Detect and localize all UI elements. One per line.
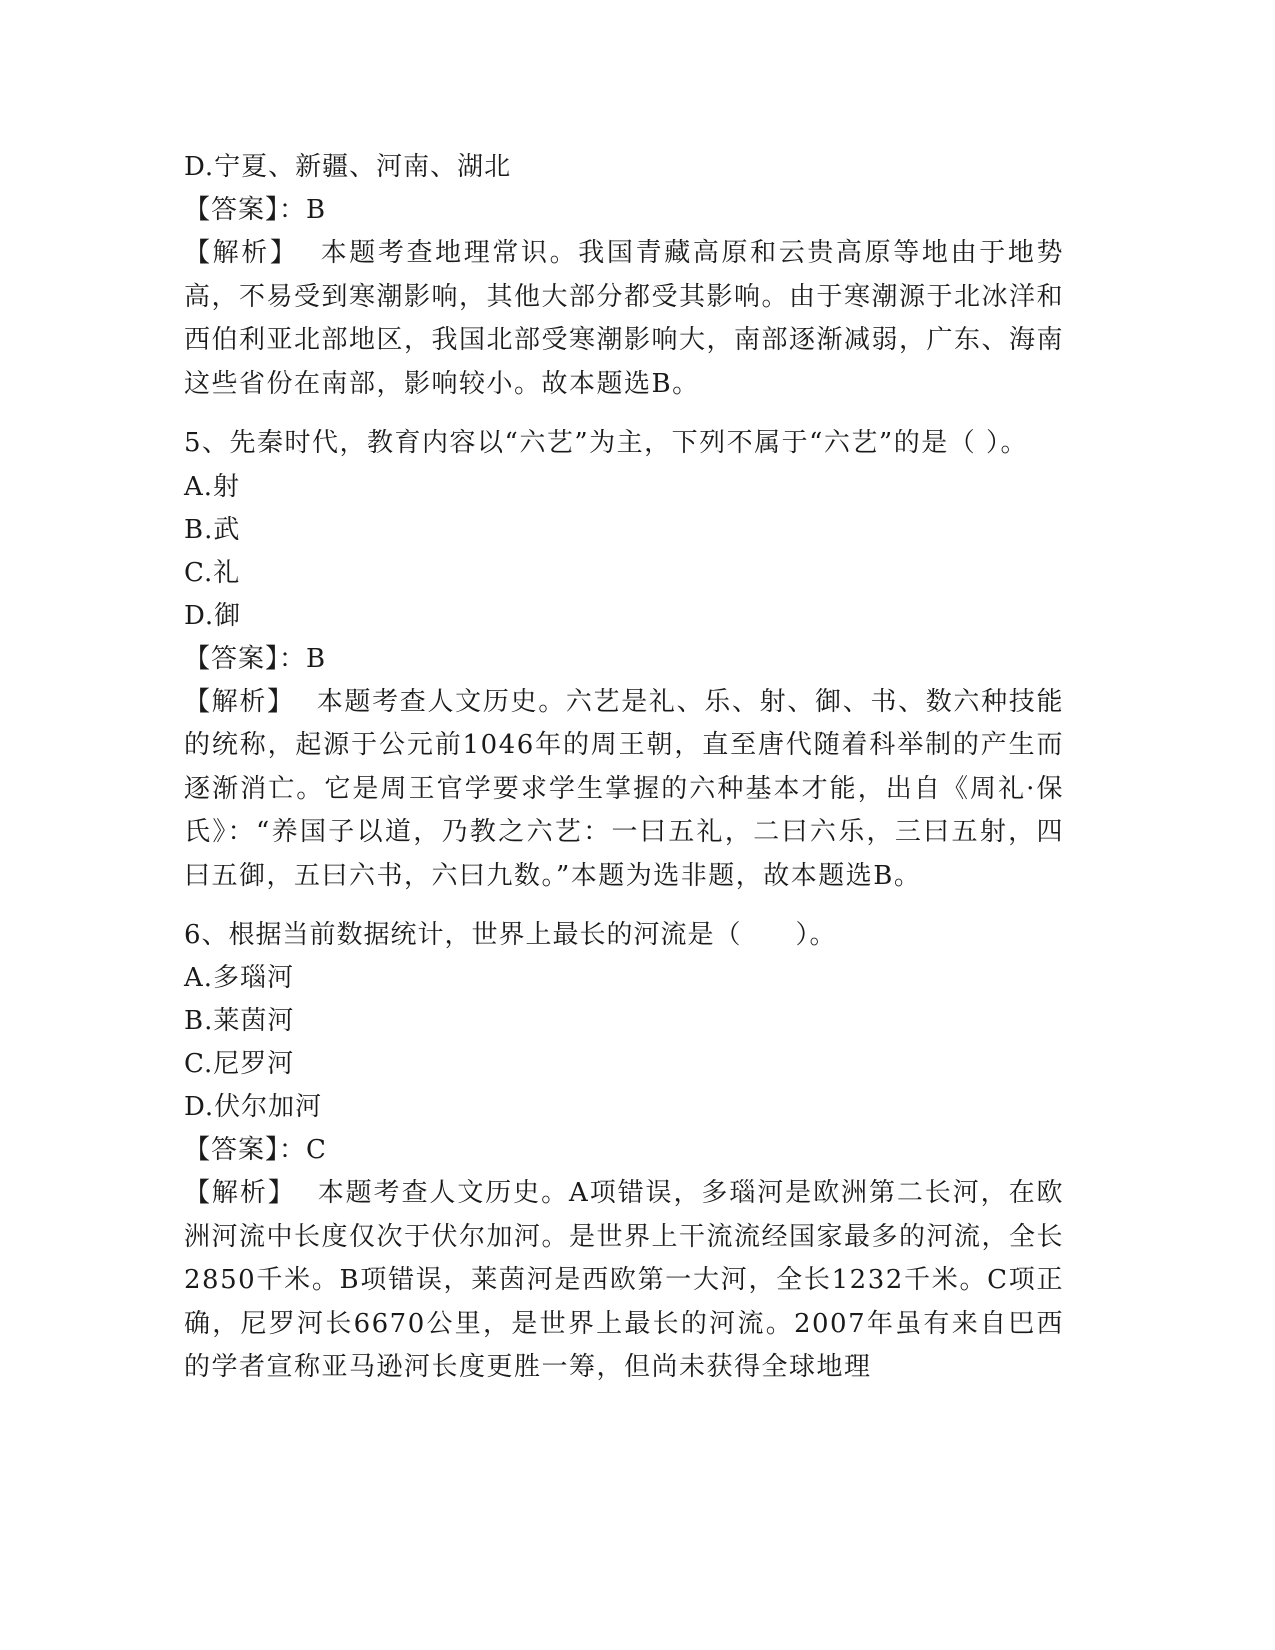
q6-option-a: A.多瑙河 — [184, 963, 295, 993]
q5-option-b: B.武 — [184, 514, 241, 545]
q5-option-c: C.礼 — [184, 557, 241, 588]
q5-title: 5、先秦时代，教育内容以“六艺”为主，下列不属于“六艺”的是（ ）。 — [184, 428, 1028, 458]
q4-analysis — [184, 232, 1064, 406]
q6-option-d: D.伏尔加河 — [184, 1092, 323, 1122]
q5-analysis — [184, 681, 1064, 899]
analysis-text: 本题考查人文历史。六艺是礼、乐、射、御、书、数六种技能的统称，起源于公元前1046年的周王朝，直至唐代随着科举制的产生而逐渐消亡。它是周王官学要求学生掌握的六种基本才能，出自《周礼·保氏》：“养国子以道，乃教之六艺：一曰五礼，二曰六乐，三曰五射，四曰五御，五曰六书，六曰九数。”本题为选非题，故本题选B。 — [184, 686, 1064, 891]
analysis-text: 本题考查地理常识。我国青藏高原和云贵高原等地由于地势高，不易受到寒潮影响，其他大部分都受其影响。由于寒潮源于北冰洋和西伯利亚北部地区，我国北部受寒潮影响大，南部逐渐减弱，广东、海南这些省份在南部，影响较小。故本题选B。 — [184, 238, 1065, 399]
answer-label: 【答案】 — [184, 195, 280, 225]
analysis-label: 【解析】 — [184, 1178, 296, 1208]
exam-page — [184, 146, 1084, 1390]
q4-answer — [184, 189, 1084, 232]
answer-value: ：B — [279, 195, 327, 225]
q6-analysis — [184, 1172, 1064, 1390]
answer-label: 【答案】 — [184, 643, 280, 674]
q5-answer — [184, 638, 1084, 681]
q5-option-a: A.射 — [184, 471, 241, 502]
q6-option-b: B.莱茵河 — [184, 1006, 295, 1036]
analysis-label: 【解析】 — [184, 686, 295, 717]
answer-label: 【答案】 — [184, 1135, 280, 1165]
analysis-label: 【解析】 — [184, 238, 299, 268]
q6-option-c: C.尼罗河 — [184, 1049, 295, 1079]
q4-option-d: D.宁夏、新疆、河南、湖北 — [184, 152, 512, 182]
q5-option-d: D.御 — [184, 600, 242, 631]
answer-value: ：C — [279, 1135, 327, 1165]
answer-value: ：B — [279, 643, 327, 674]
q6-title: 6、根据当前数据统计，世界上最长的河流是（ ）。 — [184, 920, 837, 950]
q6-answer — [184, 1129, 1084, 1172]
analysis-text: 本题考查人文历史。A项错误，多瑙河是欧洲第二长河，在欧洲河流中长度仅次于伏尔加河。是世界上干流流经国家最多的河流，全长2850千米。B项错误，莱茵河是西欧第一大河，全长1232千米。C项正确，尼罗河长6670公里，是世界上最长的河流。2007年虽有来自巴西的学者宣称亚马逊河长度更胜一筹，但尚未获得全球地理 — [184, 1178, 1065, 1382]
